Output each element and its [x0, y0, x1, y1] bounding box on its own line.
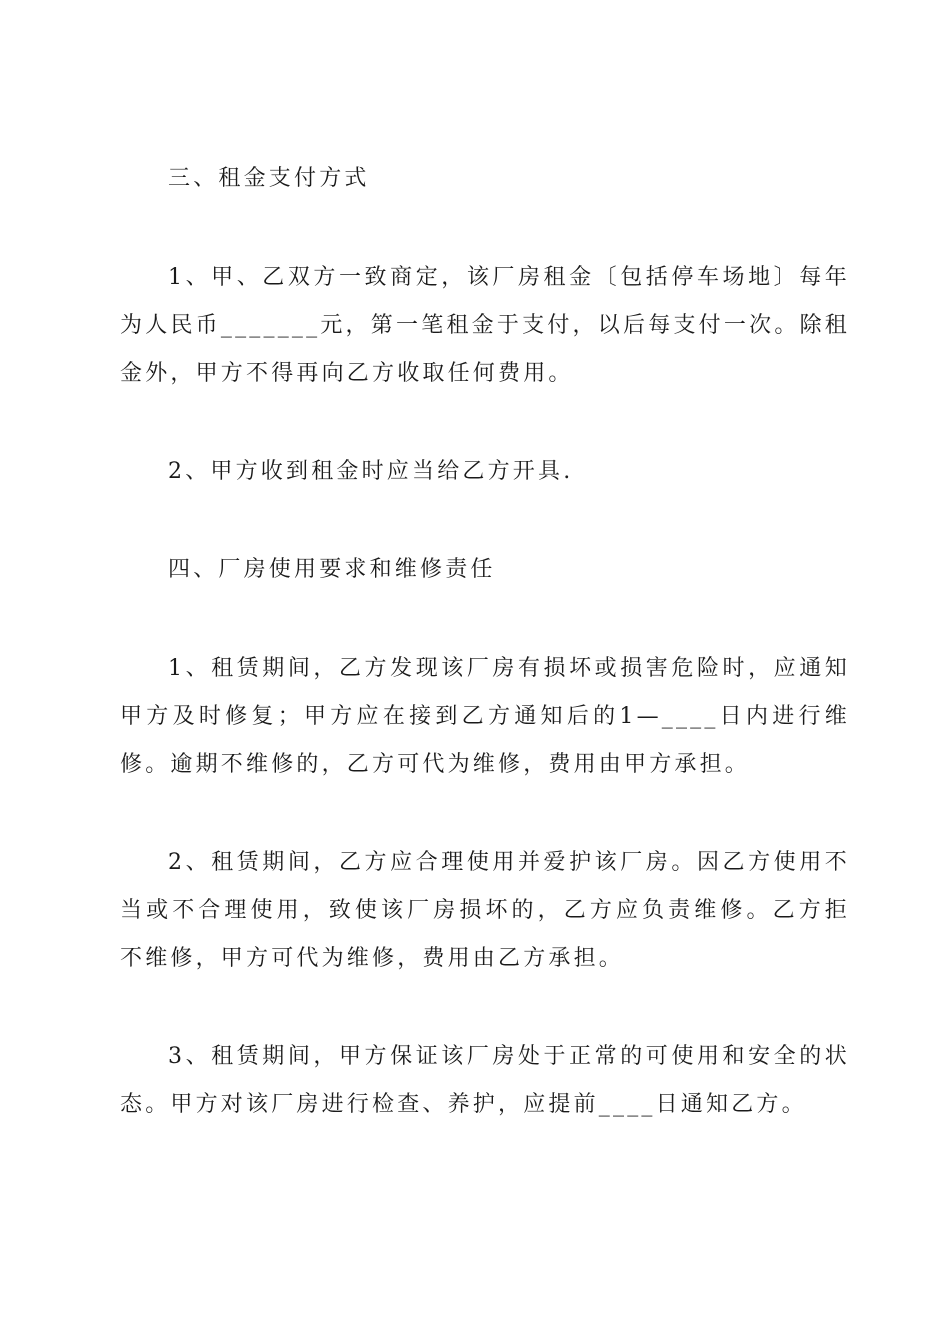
section-heading-usage-maintenance: 四、厂房使用要求和维修责任 — [168, 557, 496, 582]
paragraph-rent-amount: 1、甲、乙双方一致商定，该厂房租金〔包括停车场地〕每年为人民币_______元，第一笔租金于支付，以后每支付一次。除租金外，甲方不得再向乙方收取任何费用。 — [120, 265, 850, 386]
document-body — [120, 155, 850, 1179]
paragraph-landlord-inspection: 3、租赁期间，甲方保证该厂房处于正常的可使用和安全的状态。甲方对该厂房进行检查、养护，应提前____日通知乙方。 — [120, 1044, 850, 1117]
section-heading-rent-payment: 三、租金支付方式 — [168, 166, 370, 191]
paragraph-damage-repair: 1、租赁期间，乙方发现该厂房有损坏或损害危险时，应通知甲方及时修复；甲方应在接到乙方通知后的1—____日内进行维修。逾期不维修的，乙方可代为维修，费用由甲方承担。 — [120, 656, 850, 777]
paragraph-tenant-responsibility: 2、租赁期间，乙方应合理使用并爱护该厂房。因乙方使用不当或不合理使用，致使该厂房损坏的，乙方应负责维修。乙方拒不维修，甲方可代为维修，费用由乙方承担。 — [120, 850, 850, 971]
paragraph-rent-receipt: 2、甲方收到租金时应当给乙方开具. — [168, 459, 574, 484]
